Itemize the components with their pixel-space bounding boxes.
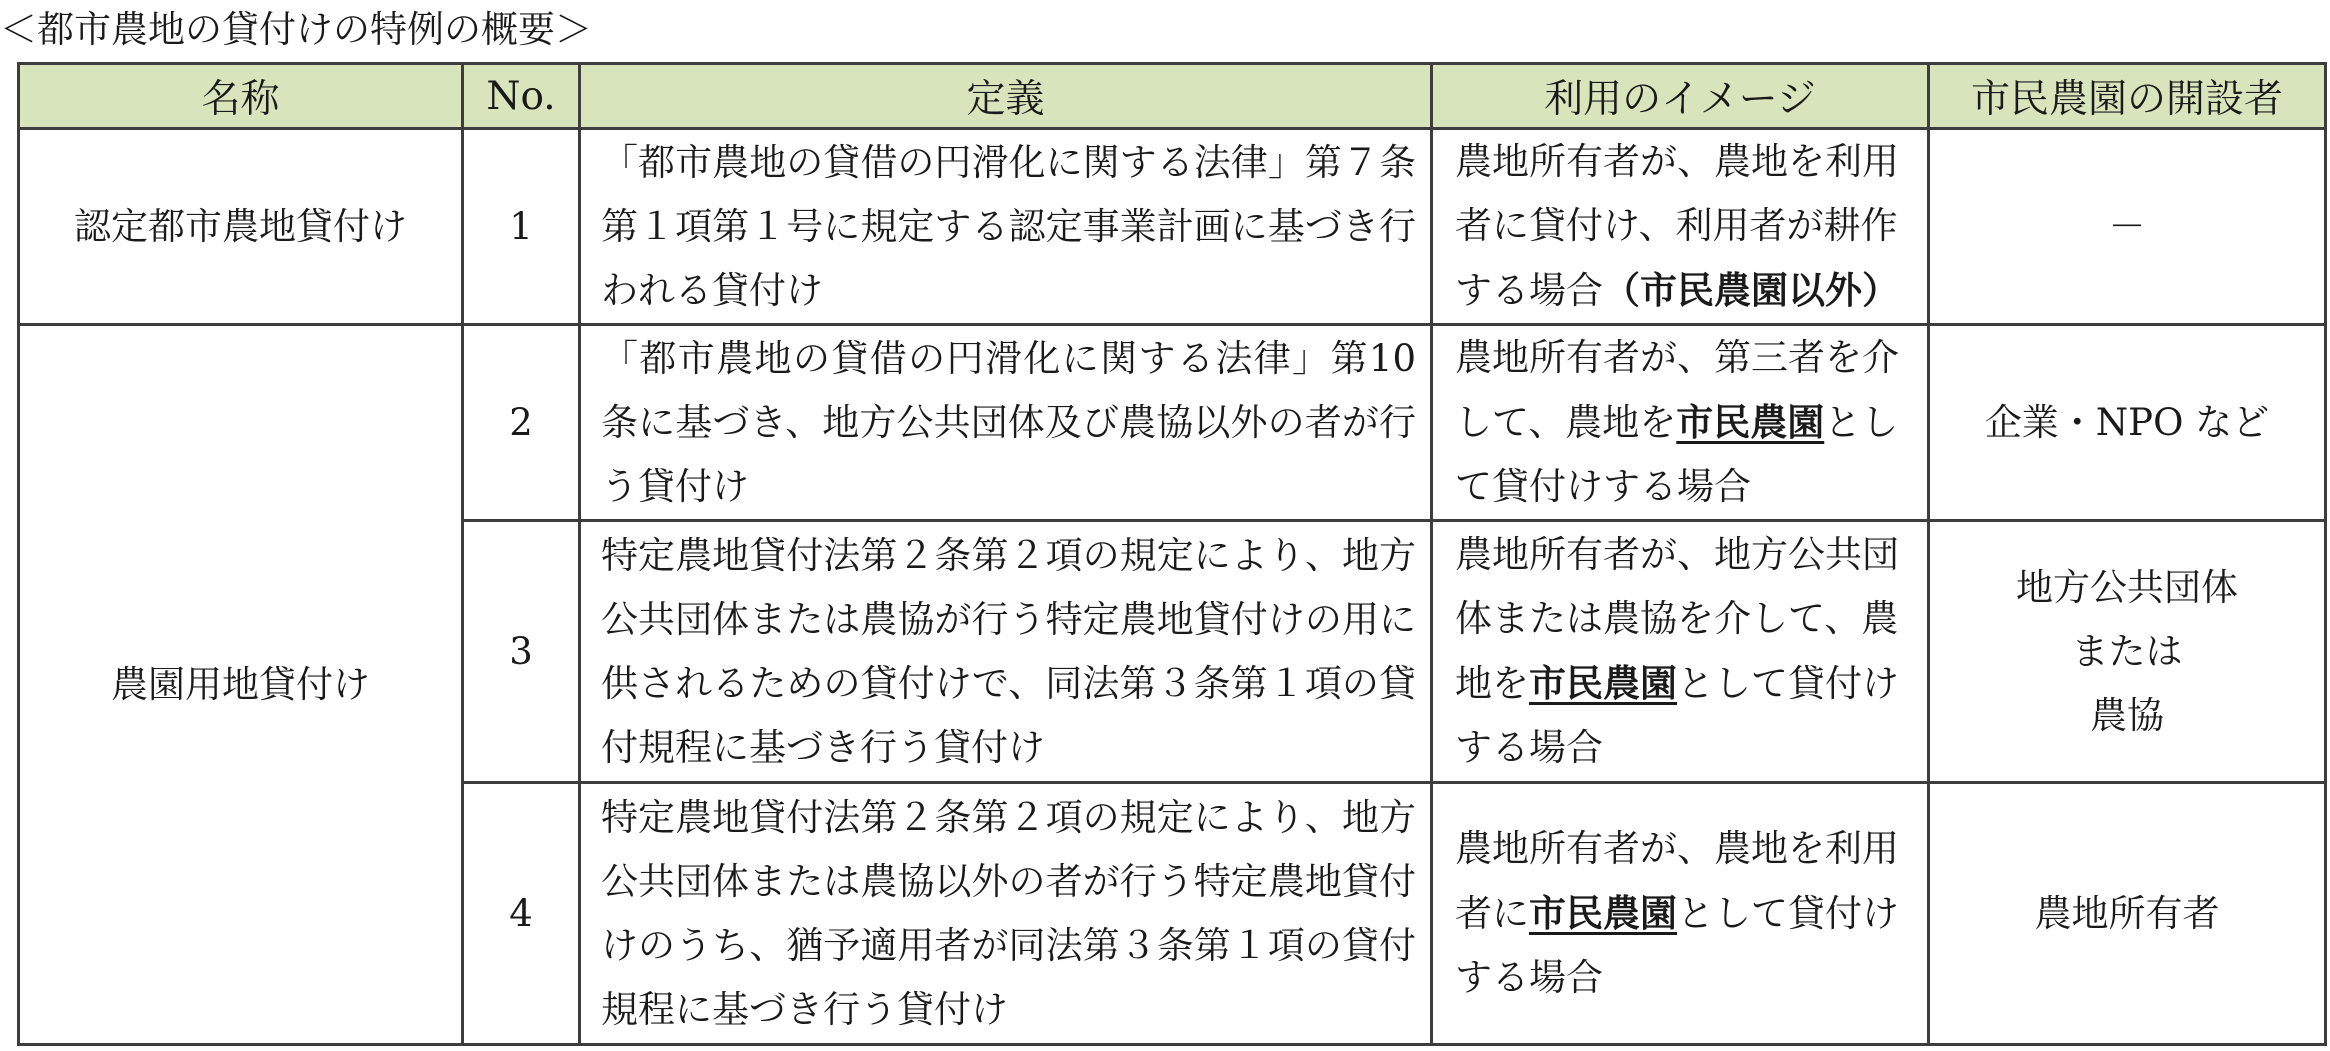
number-cell: 1 — [463, 129, 580, 325]
header-usage: 利用のイメージ — [1432, 64, 1929, 129]
usage-text: 農地所有者が、地方公共団体または農協を介して、農地を — [1455, 533, 1899, 705]
developer-line: 農協 — [2090, 693, 2164, 737]
definition-cell: 特定農地貸付法第２条第２項の規定により、地方公共団体または農協以外の者が行う特定農地貸付けのうち、猶予適用者が同法第３条第１項の貸付規程に基づき行う貸付け — [580, 783, 1432, 1045]
usage-text: として貸付けする場合 — [1455, 401, 1899, 508]
developer-cell: 企業・NPO など — [1929, 325, 2326, 521]
header-row — [19, 64, 2326, 129]
usage-cell — [1432, 129, 1929, 325]
usage-text: として貸付けする場合 — [1455, 662, 1899, 769]
usage-text: 農地所有者が、第三者を介して、農地を — [1455, 336, 1899, 444]
page-title: ＜都市農地の貸付けの特例の概要＞ — [0, 8, 592, 51]
usage-text: 農地所有者が、農地を利用者に — [1455, 827, 1899, 935]
definition-cell: 特定農地貸付法第２条第２項の規定により、地方公共団体または農協が行う特定農地貸付けの用に供されるための貸付けで、同法第３条第１項の貸付規程に基づき行う貸付け — [580, 521, 1432, 783]
name-cell: 認定都市農地貸付け — [19, 129, 463, 325]
table-row — [19, 325, 2326, 521]
summary-table — [17, 62, 2327, 1046]
usage-text: として貸付けする場合 — [1455, 892, 1899, 999]
developer-cell: － — [1929, 129, 2326, 325]
number-cell: 4 — [463, 783, 580, 1045]
name-cell: 農園用地貸付け — [19, 325, 463, 1045]
definition-cell: 「都市農地の貸借の円滑化に関する法律」第７条第１項第１号に規定する認定事業計画に基づき行われる貸付け — [580, 129, 1432, 325]
usage-cell — [1432, 521, 1929, 783]
header-no: No. — [463, 64, 580, 129]
header-developer: 市民農園の開設者 — [1929, 64, 2326, 129]
number-cell: 2 — [463, 325, 580, 521]
developer-line: 地方公共団体 — [2016, 565, 2238, 609]
developer-line: または — [2071, 629, 2183, 673]
table-row — [19, 129, 2326, 325]
header-name: 名称 — [19, 64, 463, 129]
usage-underlined-term: 市民農園 — [1529, 661, 1677, 705]
usage-cell — [1432, 783, 1929, 1045]
header-definition: 定義 — [580, 64, 1432, 129]
usage-underlined-term: 市民農園 — [1529, 891, 1677, 935]
definition-cell: 「都市農地の貸借の円滑化に関する法律」第10 条に基づき、地方公共団体及び農協以外の者が行う貸付け — [580, 325, 1432, 521]
usage-cell — [1432, 325, 1929, 521]
developer-cell: 農地所有者 — [1929, 783, 2326, 1045]
usage-emphasis: （市民農園以外） — [1603, 268, 1899, 312]
usage-text: 農地所有者が、農地を利用者に貸付け、利用者が耕作する場合 — [1455, 140, 1899, 312]
number-cell: 3 — [463, 521, 580, 783]
usage-underlined-term: 市民農園 — [1676, 400, 1825, 444]
developer-cell — [1929, 521, 2326, 783]
